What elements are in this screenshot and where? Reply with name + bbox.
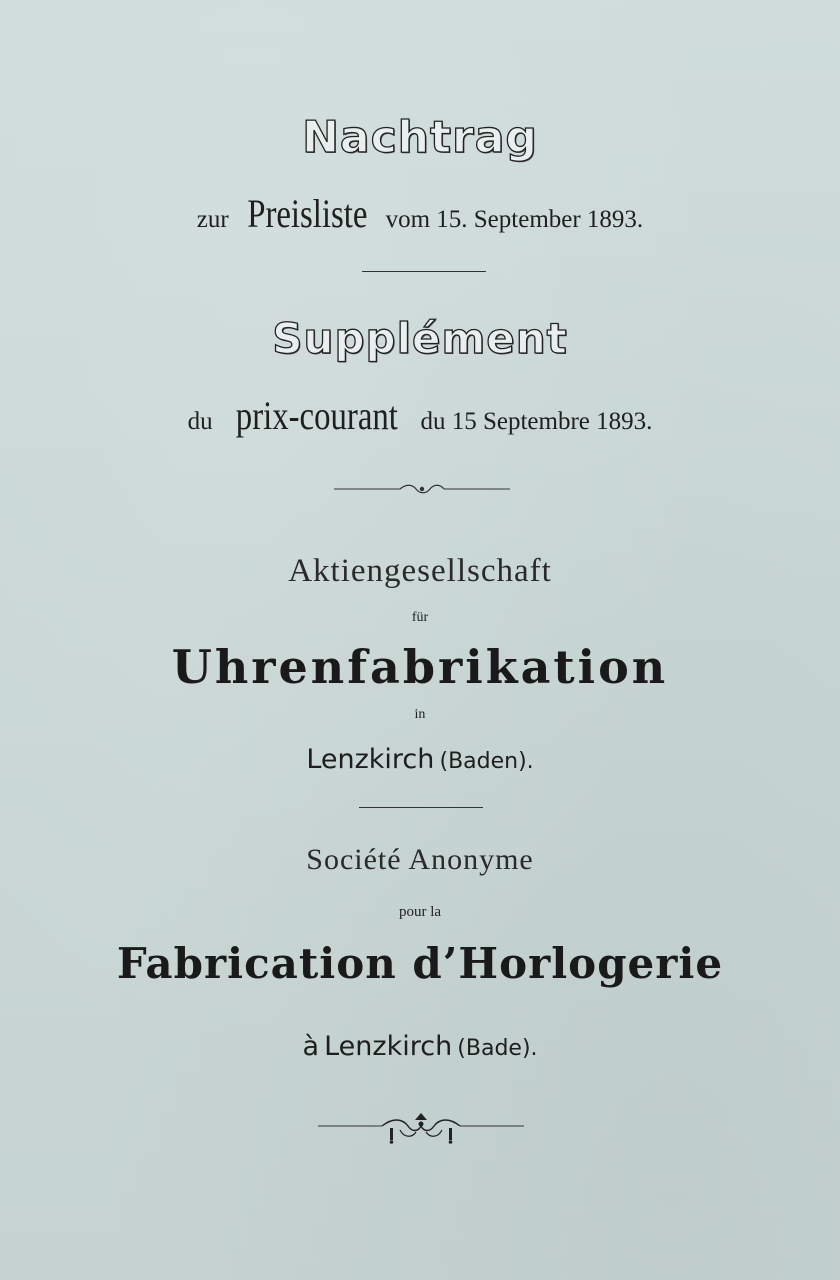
subtitle-fr-suffix: du 15 Septembre 1893.	[420, 408, 653, 435]
location-de	[0, 744, 840, 775]
region-de: (Baden).	[439, 749, 534, 774]
ornament-flourish-icon	[318, 1110, 524, 1146]
company-type-fr: Société Anonyme	[306, 843, 534, 876]
subtitle-de-suffix: vom 15. September 1893.	[385, 206, 644, 233]
city-name-de: Lenzkirch	[306, 744, 435, 775]
title-nachtrag: Nachtrag	[302, 112, 538, 163]
preposition-fuer: für	[411, 610, 429, 625]
subtitle-de-main: Preisliste	[247, 191, 368, 236]
ornament-divider-icon	[334, 482, 510, 496]
subtitle-de-prefix: zur	[196, 206, 229, 233]
region-fr: (Bade).	[457, 1036, 538, 1061]
city-name-fr: Lenzkirch	[324, 1031, 453, 1062]
company-type-de: Aktiengesellschaft	[288, 553, 552, 589]
preposition-pour-la: pour la	[398, 904, 442, 920]
subtitle-prix-courant	[0, 392, 840, 439]
title-supplement: Supplément	[272, 314, 568, 363]
subtitle-fr-prefix: du	[187, 408, 213, 435]
subtitle-fr-main: prix-courant	[235, 393, 398, 438]
preposition-in: in	[414, 707, 426, 722]
company-name-fr: Fabrication d’Horlogerie	[116, 939, 724, 988]
location-fr	[0, 1031, 840, 1062]
subtitle-preisliste	[0, 190, 840, 237]
city-prefix-fr: à	[302, 1031, 320, 1062]
divider-line-1	[362, 271, 486, 272]
divider-line-2	[359, 807, 483, 808]
company-name-de: Uhrenfabrikation	[171, 640, 669, 694]
